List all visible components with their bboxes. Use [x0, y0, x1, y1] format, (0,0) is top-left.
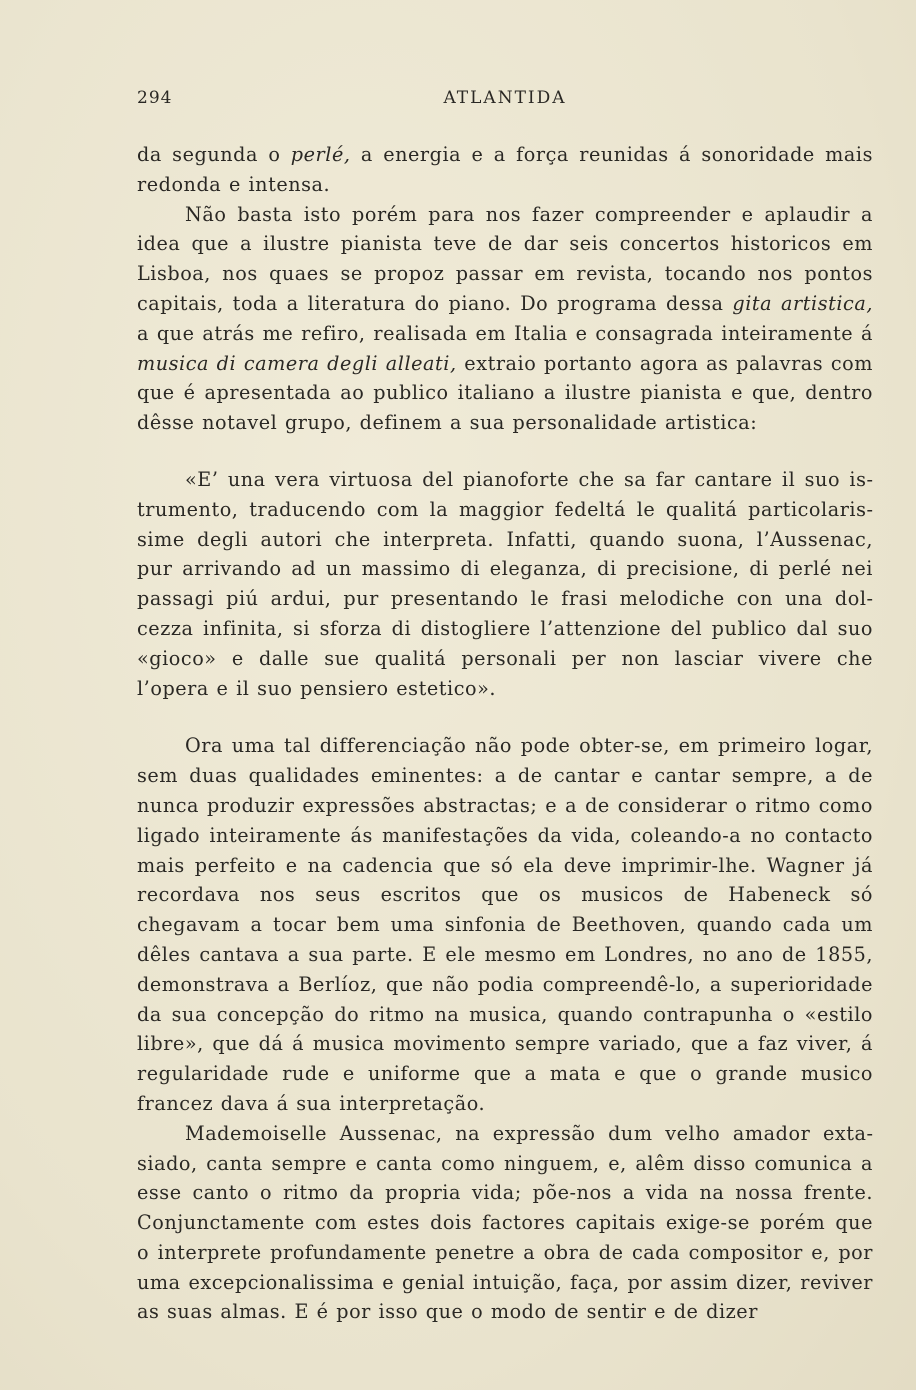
italic-term: gita artistica,: [732, 291, 873, 315]
paragraph-continued: [137, 140, 873, 200]
text-run: da segunda o: [137, 143, 291, 166]
italic-term: perlé,: [290, 143, 351, 166]
paragraph: Mademoiselle Aussenac, na expressão dum velho amador extasiado, canta sempre e canta como ninguem, e, alêm disso comunica a esse canto o ritmo da propria vida; põe-nos a vida na nossa frente. Conjunctamente com estes dois factores capitais exige-se porém que o interprete profundamente penetre a obra de cada compositor e, por uma excepcionalissima e genial intuição, faça, por assim dizer, reviver as suas almas. E é por isso que o modo de sentir e de dizer: [137, 1121, 873, 1324]
running-title: ATLANTIDA: [443, 88, 567, 108]
page-number: 294: [137, 88, 173, 108]
paragraph: [137, 200, 873, 438]
text-run: a energia e a força reunidas á sonoridade mais redonda e intensa.: [137, 143, 873, 196]
paragraph: Ora uma tal differenciação não pode obter-se, em primeiro logar, sem duas qualidades eminentes: a de cantar e cantar sempre, a de nunca produzir expressões abstractas; e a de considerar o ritmo como ligado inteiramente ás manifestações da vida, coleando-a no contacto mais perfeito e na cadencia que só ela deve imprimir-lhe. Wagner já recordava nos seus escritos que os musicos de Habeneck só chegavam a tocar bem uma sinfonia de Beethoven, quando cada um dêles cantava a sua parte. E ele mesmo em Londres, no ano de 1855, demonstrava a Berlíoz, que não podia compreendê-lo, a superioridade da sua concepção do ritmo na musica, quando contrapunha o «estilo libre», que dá á musica movimento sempre variado, que a faz viver, á regularidade rude e uniforme que a mata e que o grande musico francez dava á sua interpretação.: [137, 734, 873, 1115]
text-run: extraio portanto agora as palavras com que é apresentada ao publico italiano a ilustre pianista e que, dentro dêsse notavel grupo, definem a sua personalidade artistica:: [137, 351, 873, 435]
block-quote: «E’ una vera virtuosa del pianoforte che sa far cantare il suo istrumento, traducendo com la maggior fedeltá le qualitá particolarissime degli autori che interpreta. Infatti, quando suona, l’Aussenac, pur arrivando ad un massimo di eleganza, di precisione, di perlé nei passagi piú ardui, pur presentando le frasi melodiche con una dolcezza infinita, si sforza di distogliere l’attenzione del publico dal suo «gioco» e dalle sue qualitá personali per non lasciar vivere che l’opera e il suo pensiero estetico».: [137, 467, 873, 700]
body-text: [137, 140, 873, 1327]
running-head: [137, 88, 873, 116]
italic-term: musica di camera degli alleati,: [137, 351, 457, 375]
text-run: a que atrás me refiro, realisada em Italia e consagrada inteiramente á: [137, 321, 873, 345]
text-run: Não basta isto porém para nos fazer compreender e aplaudir a idea que a ilustre pianista teve de dar seis concertos historicos em Lisboa, nos quaes se propoz passar em revista, tocando nos pontos capitais, toda a literatura do piano. Do programa dessa: [137, 202, 873, 315]
